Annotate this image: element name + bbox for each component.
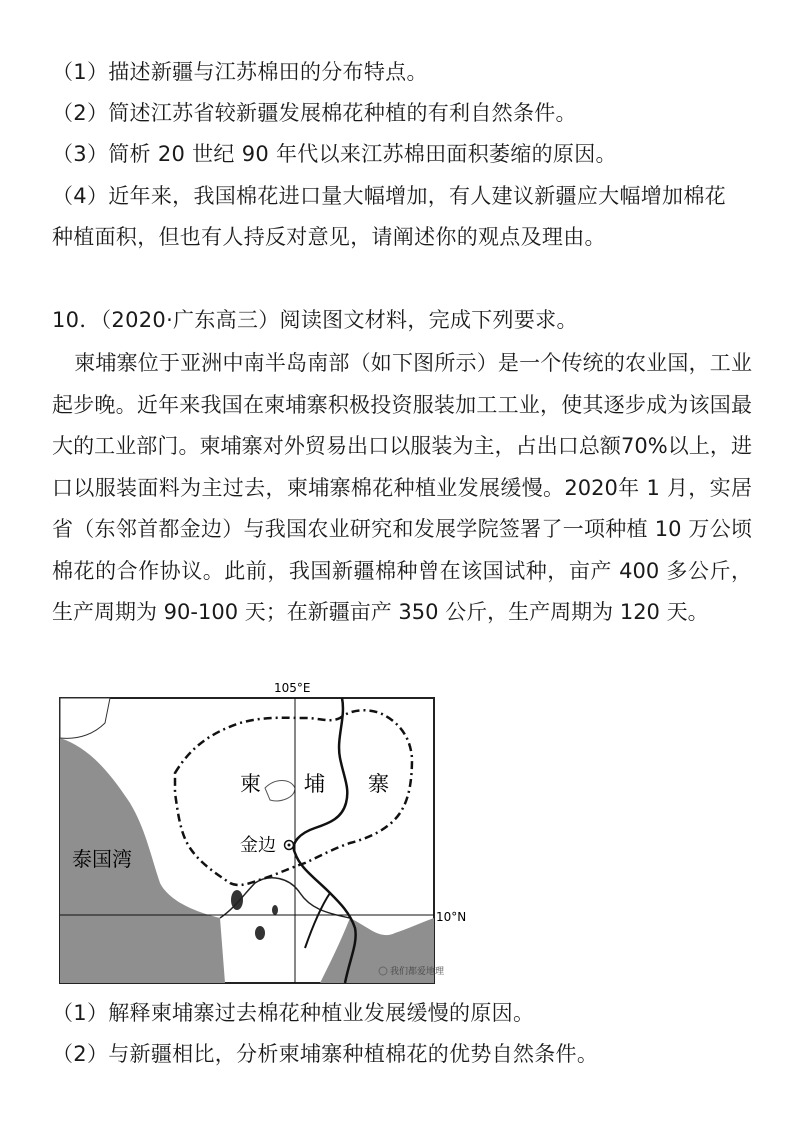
latitude-label: 10°N bbox=[436, 910, 467, 924]
question-line-3: （3）简析 20 世纪 90 年代以来江苏棉田面积萎缩的原因。 bbox=[52, 142, 617, 166]
question-10-passage bbox=[52, 343, 752, 634]
country-char-1: 柬 bbox=[240, 772, 261, 796]
question-10-header: 10．（2020·广东高三）阅读图文材料，完成下列要求。 bbox=[52, 308, 578, 332]
longitude-label: 105°E bbox=[274, 681, 311, 695]
capital-marker-dot bbox=[288, 844, 291, 847]
watermark-text: 我们都爱地理 bbox=[390, 967, 445, 977]
country-char-3: 寨 bbox=[368, 772, 389, 796]
gulf-label: 泰国湾 bbox=[72, 847, 132, 871]
cambodia-map bbox=[50, 678, 470, 990]
question-10-part-2: （2）与新疆相比，分析柬埔寨种植棉花的优势自然条件。 bbox=[52, 1042, 599, 1066]
country-char-2: 埔 bbox=[304, 772, 325, 796]
question-10-part-1: （1）解释柬埔寨过去棉花种植业发展缓慢的原因。 bbox=[52, 1001, 535, 1025]
question-line-1: （1）描述新疆与江苏棉田的分布特点。 bbox=[52, 60, 428, 84]
question-line-5: 种植面积，但也有人持反对意见，请阐述你的观点及理由。 bbox=[52, 225, 606, 249]
capital-label: 金边 bbox=[240, 835, 276, 856]
passage-text: 柬埔寨位于亚洲中南半岛南部（如下图所示）是一个传统的农业国，工业起步晚。近年来我国在柬埔寨积极投资服装加工工业，使其逐步成为该国最大的工业部门。柬埔寨对外贸易出口以服装为主，占出口总额70%以上，进口以服装面料为主过去，柬埔寨棉花种植业发展缓慢。2020年 1 月，实居省（东邻首都金边）与我国农业研究和发展学院签署了一项种植 10 万公顷棉花的合作协议。此前，我国新疆棉种曾在该国试种，亩产 400 多公斤，生产周期为 90-100 天；在新疆亩产 350 公斤，生产周期为 120 天。 bbox=[52, 351, 752, 624]
question-line-4: （4）近年来，我国棉花进口量大幅增加，有人建议新疆应大幅增加棉花 bbox=[52, 184, 726, 208]
island bbox=[272, 905, 278, 915]
island bbox=[255, 926, 265, 940]
question-line-2: （2）简述江苏省较新疆发展棉花种植的有利自然条件。 bbox=[52, 101, 577, 125]
